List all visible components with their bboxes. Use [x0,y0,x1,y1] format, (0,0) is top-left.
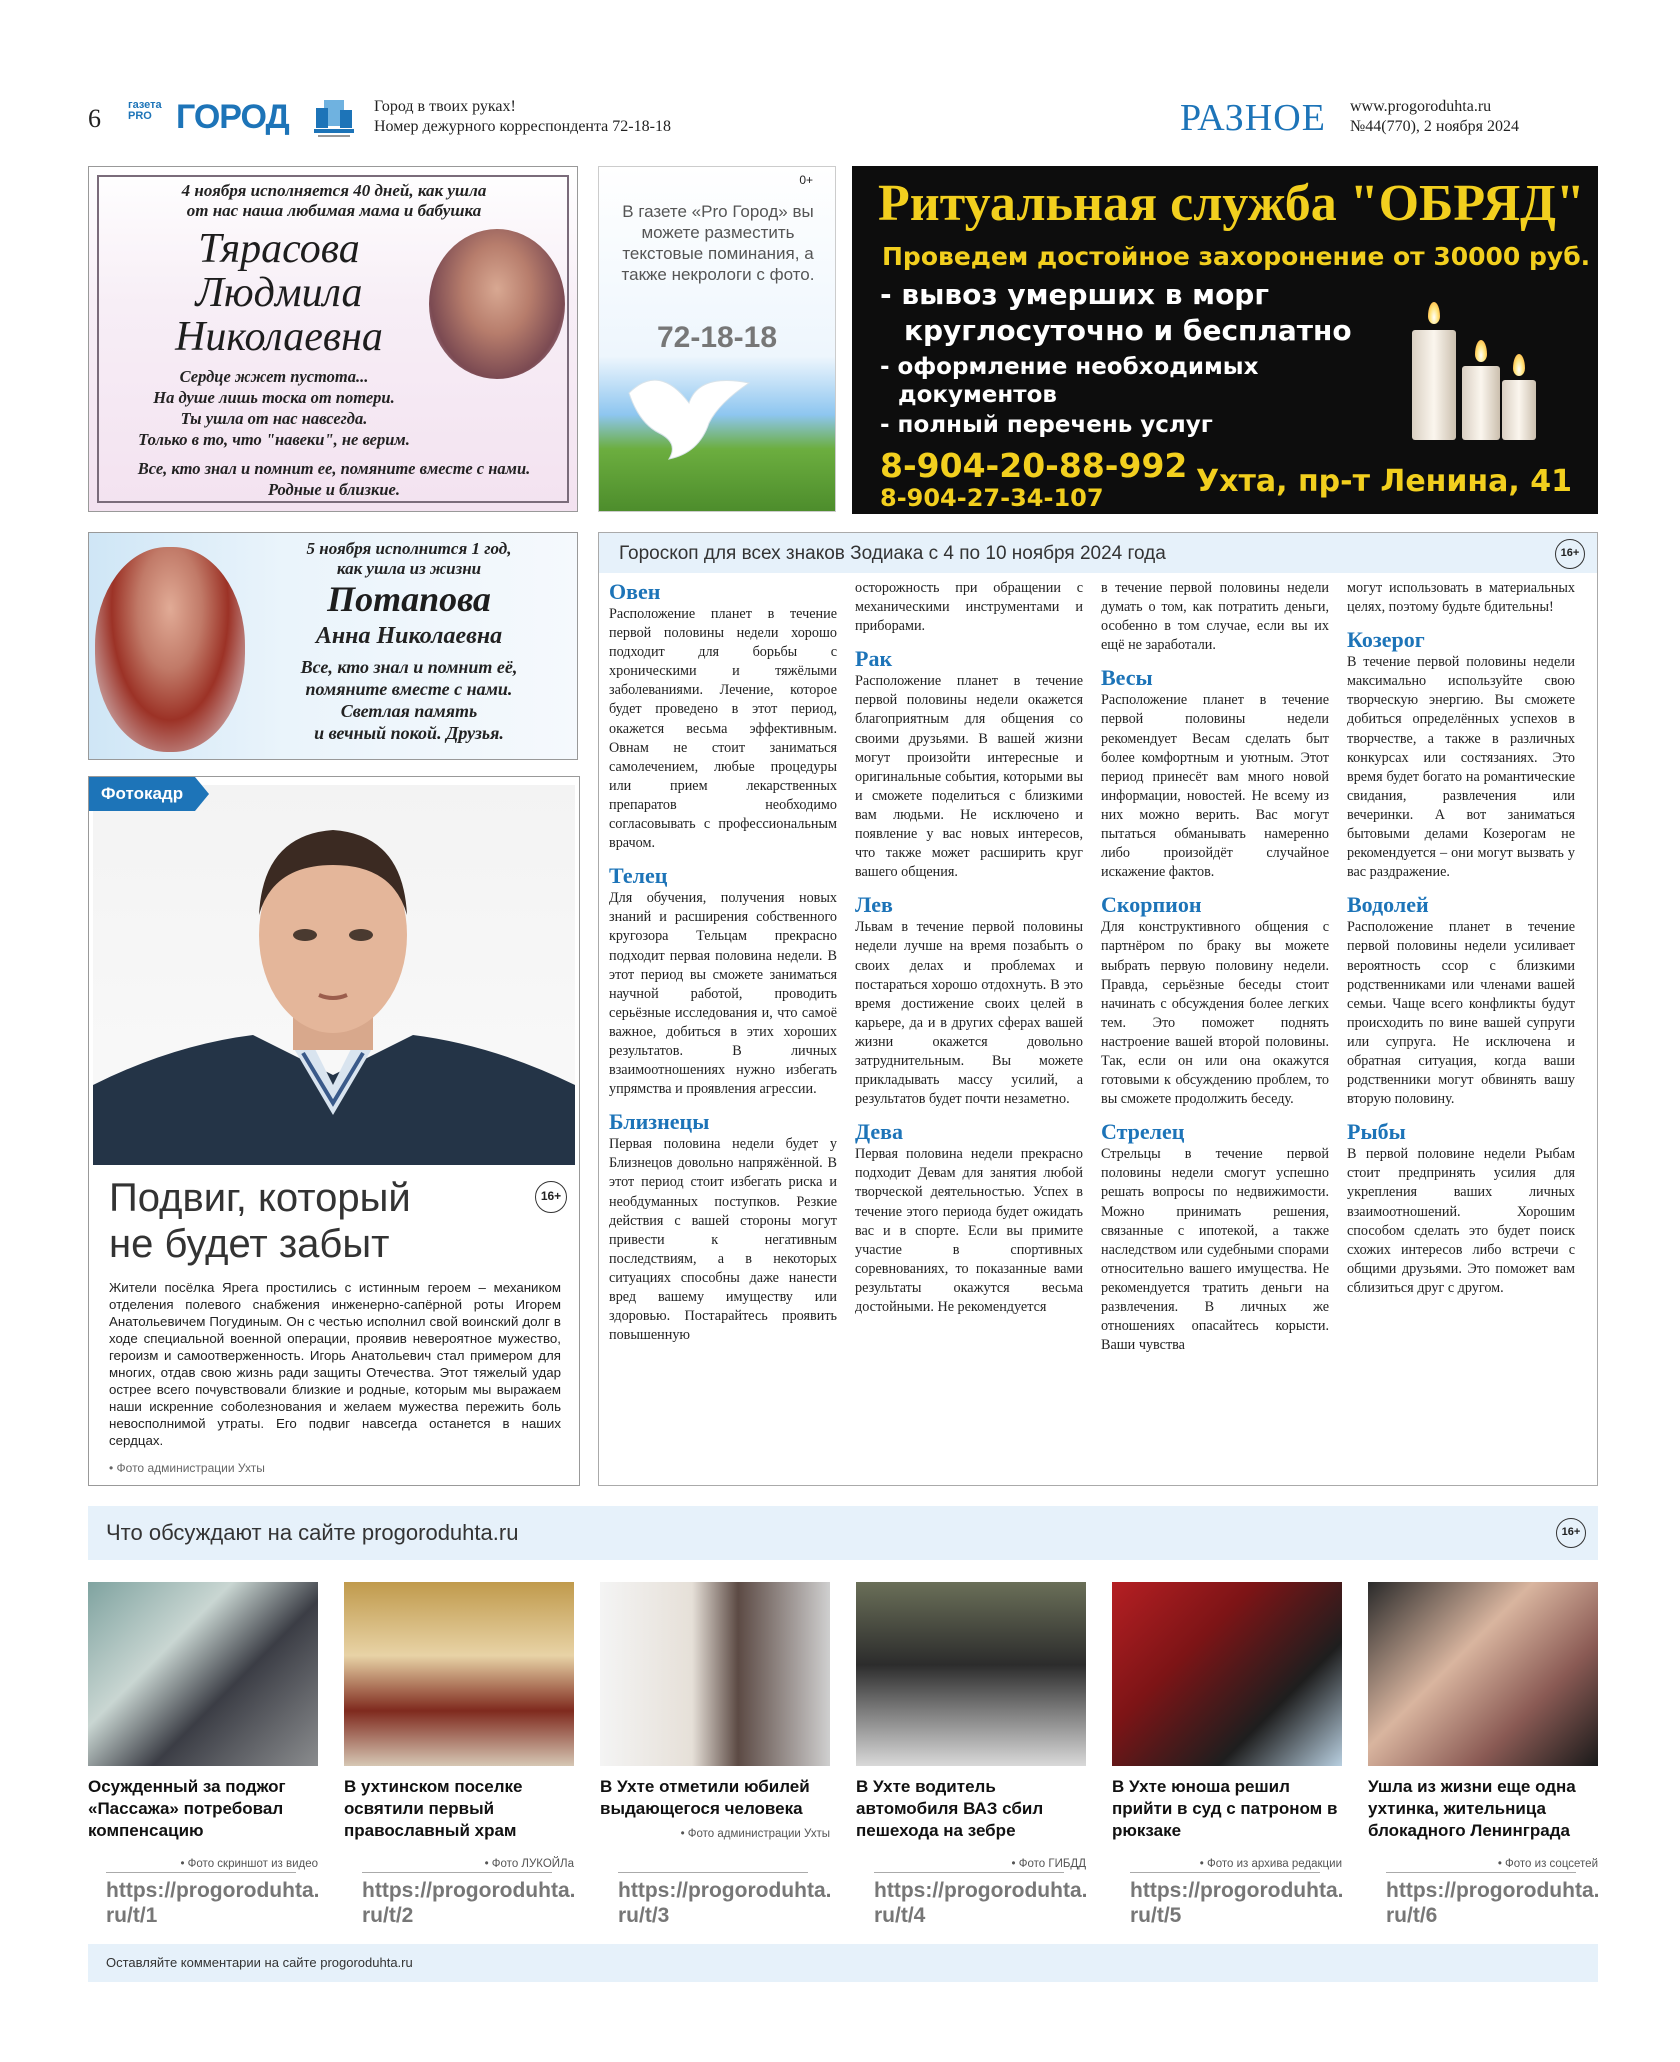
ad-service-line: - вывоз умерших в морг [880,278,1269,311]
deceased-first-name: Людмила [195,270,363,316]
zodiac-sign-title: Водолей [1347,892,1429,918]
ad-text: В газете «Pro Город» вы можете разместить текстовые поминания, а также некрологи с фото. [621,202,815,284]
zodiac-forecast-text: в течение первой половины недели думать о том, как потратить деньги, особенно в том случае, если вы их ещё не заработали. [1101,580,1329,654]
news-headline[interactable]: В Ухте юноша решил прийти в суд с патроном в рюкзаке [1112,1777,1338,1840]
soldier-portrait [93,785,575,1165]
age-rating: 16+ [535,1181,567,1213]
news-short-link[interactable] [874,1878,1088,1928]
zodiac-sign-title: Рак [855,646,893,672]
zodiac-sign-title: Стрелец [1101,1119,1185,1145]
horoscope-header [599,533,1597,573]
deceased-surname: Тярасова [198,226,360,272]
obituary-closing: помяните вместе с нами. [305,679,513,699]
zodiac-sign-title: Телец [609,863,668,889]
news-short-link[interactable] [1386,1878,1600,1928]
news-short-link-part[interactable]: ru/t/1 [106,1904,158,1927]
horoscope-column [1347,579,1575,1298]
deceased-surname: Потапова [327,579,491,619]
news-photo[interactable] [1112,1582,1342,1766]
deceased-name: Анна Николаевна [315,623,503,649]
news-headline[interactable]: Осужденный за поджог «Пассажа» потребовал компенсацию [88,1777,286,1840]
news-short-link[interactable] [362,1878,576,1928]
obituary-tyarasova [88,166,578,512]
obituary-intro: от нас наша любимая мама и бабушка [186,201,482,220]
ad-title: Ритуальная служба "ОБРЯД" [878,175,1585,232]
zodiac-sign-title: Дева [855,1119,904,1145]
divider [362,1872,552,1873]
news-short-link-part[interactable]: https://progoroduhta. [618,1879,832,1902]
issue-info: №44(770), 2 ноября 2024 [1350,118,1520,135]
zodiac-forecast-text: Для конструктивного общения с партнёром по браку вы можете выбрать первую половину недели. Правда, серьёзные беседы стоит начинать с обсуждения более легких тем. Это поможет поднять настроение вашей второй половины. Так, если он или она окажутся готовыми к обсуждению проблем, то вы сможете продолжить беседу. [1101,919,1329,1108]
discussed-header [88,1506,1598,1560]
obituary-verse: Только в то, что "навеки", не верим. [138,430,410,449]
feature-headline-line: Подвиг, который [109,1176,411,1220]
news-photo[interactable] [1368,1582,1598,1766]
zodiac-forecast-text: Расположение планет в течение первой половины недели рекомендует Весам сделать быт более комфортным и уютным. Этот период принесёт вам много новой информации, новостей. Не всему из них можно верить. Вас могут пытаться обманывать намеренно либо произойдёт случайное искажение фактов. [1101,692,1329,881]
zodiac-sign-title: Рыбы [1347,1119,1406,1145]
zodiac-forecast-text: В первой половине недели Рыбам стоит предпринять усилия для укрепления ваших личных взаимоотношений. Хорошим способом сделать это будет поиск схожих интересов либо встречи с общими друзьями. Это поможет вам сблизиться друг с другом. [1347,1146,1575,1296]
photo-credit: • Фото администрации Ухты [109,1461,265,1475]
news-headline[interactable]: В Ухте отметили юбилей выдающегося человека [600,1777,810,1818]
news-short-link[interactable] [1130,1878,1344,1928]
photo-feature [88,776,580,1486]
zodiac-forecast-text: могут использовать в материальных целях, поэтому будьте бдительны! [1347,580,1575,616]
news-photo[interactable] [856,1582,1086,1766]
zodiac-sign-title: Козерог [1347,627,1425,653]
ad-service-line: - оформление необходимых [880,354,1259,380]
news-short-link-part[interactable]: ru/t/2 [362,1904,414,1927]
news-short-link-part[interactable]: https://progoroduhta. [362,1879,576,1902]
section-title: РАЗНОЕ [1180,97,1326,139]
obituary-verse: Ты ушла от нас навсегда. [180,409,368,428]
age-rating: 0+ [799,173,813,187]
feature-body: Жители посёлка Ярега простились с истинным героем – механиком отделения полевого снабжения инженерно-сапёрной роты Игорем Анатольевичем Погудиным. Он с честью исполнил свой воинский долг в ходе специальной военной операции, проявив невероятное мужество, героизм и самоотверженность. Игорь Анатольевич стал примером для многих, отдав свою жизнь ради защиты Отечества. Этот тяжелый удар острее всего почувствовали близкие и родные, которым мы выражаем наши искренние соболезнования и желаем мужества пережить боль невосполнимой утраты. Его подвиг навсегда останется в наших сердцах. [109,1280,561,1448]
obituary-potapova [88,532,578,760]
ad-service-line: - полный перечень услуг [880,412,1213,438]
horoscope-title: Гороскоп для всех знаков Зодиака с 4 по 10 ноября 2024 года [619,543,1166,564]
photo-credit: • Фото из архива редакции [1199,1858,1342,1870]
city-emblem-icon [310,96,358,140]
horoscope-column [609,579,837,1345]
footer-text[interactable]: Оставляйте комментарии на сайте progoroduhta.ru [106,1955,413,1970]
duty-phone: Номер дежурного корреспондента 72-18-18 [374,118,671,135]
ad-service-line: документов [898,382,1057,408]
obituary-verse: Сердце жжет пустота... [179,367,369,386]
divider [1130,1872,1320,1873]
zodiac-sign-title: Овен [609,579,661,604]
divider [106,1872,296,1873]
zodiac-forecast-text: Первая половина недели прекрасно подходит Девам для занятия любой творческой деятельностью. Успех в течение этого периода будет ожидать вас и в спорте. Если вы примите участие в спортивных соревнованиях, то показанные вами результаты окажутся весьма достойными. Не рекомендуется [855,1146,1083,1315]
news-short-link-part[interactable]: https://progoroduhta. [874,1879,1088,1902]
zodiac-sign-title: Лев [855,892,893,918]
photo-credit: • Фото из соцсетей [1497,1858,1598,1870]
news-short-link-part[interactable]: ru/t/5 [1130,1904,1182,1927]
ad-phone-secondary[interactable]: 8-904-27-34-107 [880,484,1104,512]
news-short-link-part[interactable]: https://progoroduhta. [1130,1879,1344,1902]
feature-headline-line: не будет забыт [109,1222,390,1266]
news-photo[interactable] [600,1582,830,1766]
news-short-link[interactable] [106,1878,320,1928]
zodiac-forecast-text: Расположение планет в течение первой половины недели усиливает вероятность ссор с близкими родственниками или членами вашей семьи. Чаще всего конфликты будут происходить по вине вашей супруги или супруга. Не исключена и обратная ситуация, когда ваши родственники могут обвинять вашу вторую половину. [1347,919,1575,1108]
divider [618,1872,808,1873]
zodiac-forecast-text: Расположение планет в течение первой половины недели хорошо подходит для борьбы с хроническими и тяжёлыми заболеваниями. Лечение, которое будет проведено в этот период, окажется весьма эффективным. Овнам не стоит заниматься самолечением, любые процедуры или прием лекарственных препаратов необходимо согласовывать с профессиональным врачом. [609,606,837,852]
website-link[interactable]: www.progoroduhta.ru [1350,98,1492,115]
obituary-closing: Светлая память [340,701,478,721]
ad-subtitle: Проведем достойное захоронение от 30000 руб. [882,242,1591,271]
news-short-link-part[interactable]: ru/t/4 [874,1904,926,1927]
news-headline[interactable]: В Ухте водитель автомобиля ВАЗ сбил пешехода на зебре [856,1777,1044,1840]
zodiac-forecast-text: Львам в течение первой половины недели лучше на время позабыть о своих делах и проблемах и постараться хорошо отдохнуть. В это время достижение своих целей в карьере, да и в других сферах вашей жизни окажется довольно затруднительным. Вы можете прикладывать массу усилий, а результатов будет почти незаметно. [855,919,1083,1108]
footer-bar [88,1944,1598,1982]
deceased-photo [429,229,565,379]
zodiac-forecast-text: Первая половина недели будет у Близнецов довольно напряжённой. В этот период стоит избегать риска и необдуманных поступков. Резкие действия с вашей стороны могут привести к негативным последствиям, а в некоторых ситуациях способны даже нанести вред вашему имуществу или здоровью. Постарайтесь проявить повышенную [609,1136,837,1344]
photo-credit: • Фото ГИБДД [1011,1858,1086,1870]
ad-service-line: круглосуточно и бесплатно [904,314,1352,347]
news-short-link-part[interactable]: https://progoroduhta. [1386,1879,1600,1902]
zodiac-forecast-text: В течение первой половины недели максимально используйте свою творческую энергию. Вы сможете добиться определённых успехов в творчестве, а также в различных конкурсах или состязаниях. Это время будет богато на романтические свидания, развлечения или вечеринки. А вот заниматься бытовыми делами Козерогам не рекомендуется – они могут вызвать у вас раздражение. [1347,654,1575,881]
news-photo[interactable] [344,1582,574,1766]
news-headline[interactable]: Ушла из жизни еще одна ухтинка, жительница блокадного Ленинграда [1368,1777,1576,1840]
horoscope-column [1101,579,1329,1355]
obituary-intro: 5 ноября исполнится 1 год, [306,539,512,558]
news-short-link-part[interactable]: ru/t/3 [618,1904,670,1927]
obituary-closing: Все, кто знал и помнит её, [300,657,518,677]
tagline: Город в твоих руках! [374,98,516,115]
photo-credit: • Фото ЛУКОЙЛа [484,1858,574,1870]
logo-text: ГОРОД [176,98,289,136]
news-photo[interactable] [88,1582,318,1766]
ad-address: Ухта, пр-т Ленина, 41 [1195,464,1572,499]
photo-credit: • Фото администрации Ухты [680,1828,830,1840]
photo-credit: • Фото скриншот из видео [180,1858,318,1870]
zodiac-sign-title: Близнецы [609,1109,710,1135]
divider [874,1872,1064,1873]
page-number: 6 [88,104,101,133]
section-label: Фотокадр [89,777,195,811]
dove-icon [619,363,759,473]
obituary-signature: и вечный покой. Друзья. [314,723,504,743]
logo-small-text: газета PRO [128,99,162,122]
age-rating: 16+ [1555,539,1585,569]
age-rating: 16+ [1556,1518,1586,1548]
zodiac-forecast-text: Расположение планет в течение первой половины недели окажется благоприятным для общения со своими друзьями. В вашей жизни могут произойти интересные и оригинальные события, которыми вы и сможете поделиться с близкими вам людьми. Не исключено и появление у вас новых интересов, что также может расширить круг вашего общения. [855,673,1083,881]
deceased-patronymic: Николаевна [175,314,383,360]
ritual-service-ad[interactable] [852,166,1598,514]
zodiac-forecast-text: Для обучения, получения новых знаний и расширения собственного кругозора Тельцам прекрасно подходит первая половина недели. В этот период вы сможете заниматься научной работой, проводить серьёзные исследования и, что самоё важное, добиться в этих хороших результатов. В личных взаимоотношениях нужно избегать упрямства и проявления агрессии. [609,890,837,1098]
zodiac-sign-title: Весы [1101,665,1153,691]
horoscope-column [855,579,1083,1317]
obituary-intro: как ушла из жизни [336,559,482,578]
news-short-link-part[interactable]: ru/t/6 [1386,1904,1438,1927]
news-short-link-part[interactable]: https://progoroduhta. [106,1879,320,1902]
zodiac-sign-title: Скорпион [1101,892,1202,918]
divider [1386,1872,1576,1873]
obituary-verse: На душе лишь тоска от потери. [153,388,395,407]
deceased-photo [95,547,245,752]
horoscope-section [598,532,1598,1486]
obituary-signature: Родные и близкие. [268,480,400,499]
discussed-title: Что обсуждают на сайте progoroduhta.ru [106,1520,519,1545]
zodiac-forecast-text: осторожность при обращении с механическими инструментами и приборами. [855,580,1083,635]
news-headline[interactable]: В ухтинском поселке освятили первый православный храм [344,1777,523,1840]
obituary-closing: Все, кто знал и помнит ее, помяните вместе с нами. [137,459,531,478]
newspaper-logo[interactable] [128,98,298,140]
obituary-service-ad[interactable] [598,166,836,512]
news-short-link[interactable] [618,1878,832,1928]
ad-phone-primary[interactable]: 8-904-20-88-992 [880,446,1188,485]
ad-phone: 72-18-18 [656,321,778,354]
obituary-intro: 4 ноября исполняется 40 дней, как ушла [181,181,487,200]
zodiac-forecast-text: Стрельцы в течение первой половины недели смогут успешно решать вопросы по недвижимости. Можно принимать решения, связанные с ипотекой, а также наследством или судебными спорами относительно вашего имущества. Не рекомендуется тратить деньги на развлечения. В личных же отношениях опасайтесь корысти. Ваши чувства [1101,1146,1329,1354]
feature-headline [109,1175,411,1267]
